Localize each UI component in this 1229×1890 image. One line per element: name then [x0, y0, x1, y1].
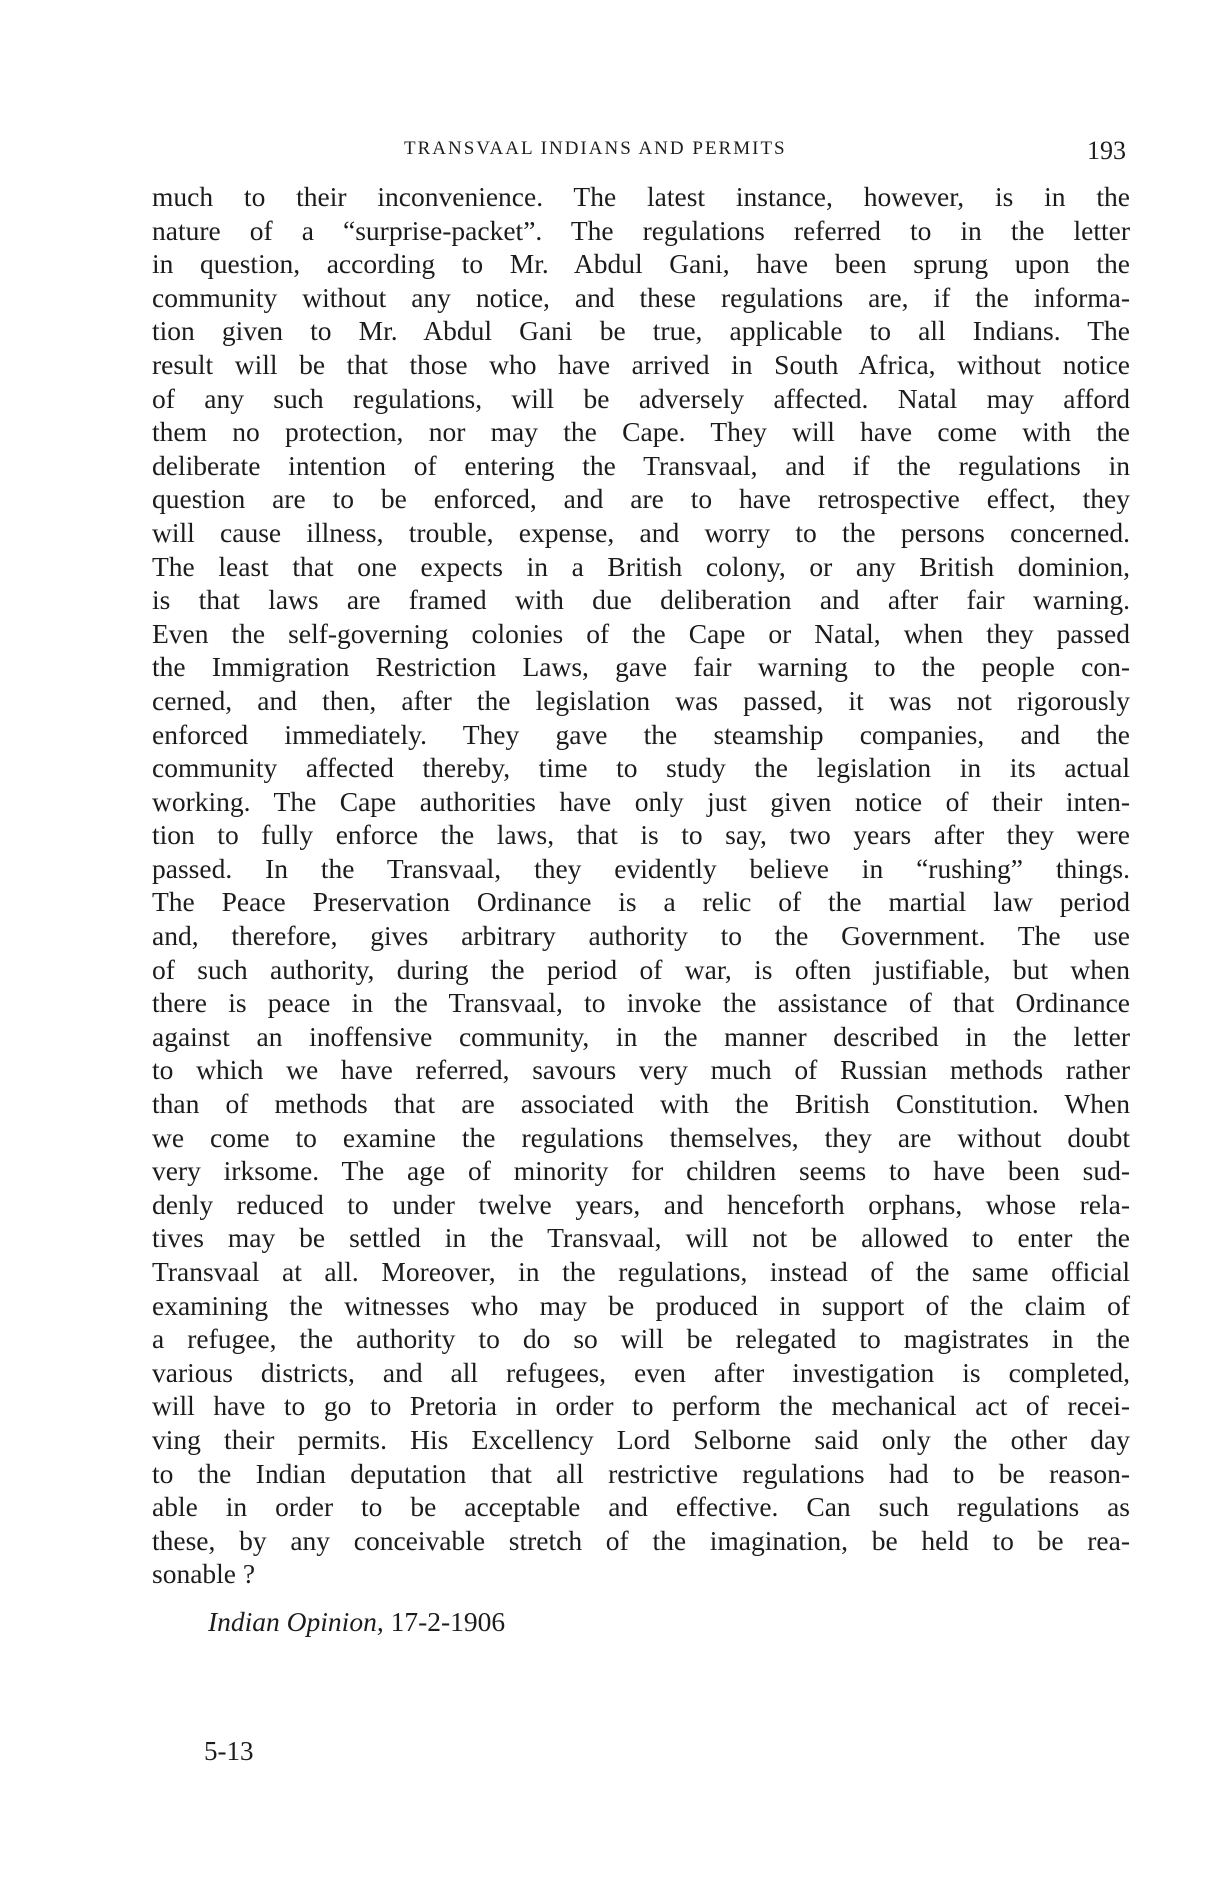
- running-title: TRANSVAAL INDIANS AND PERMITS: [404, 138, 787, 159]
- body-line: denly reduced to under twelve years, and henceforth orphans, whose rela-: [152, 1188, 1130, 1220]
- body-line: the Immigration Restriction Laws, gave fair warning to the people con-: [152, 651, 1130, 683]
- body-line: result will be that those who have arrived in South Africa, without notice: [152, 348, 1130, 380]
- body-line: deliberate intention of entering the Transvaal, and if the regulations in: [152, 449, 1130, 481]
- body-line: against an inoffensive community, in the manner described in the letter: [152, 1020, 1130, 1052]
- body-line: sonable ?: [152, 1558, 256, 1590]
- body-line: able in order to be acceptable and effective. Can such regulations as: [152, 1491, 1130, 1523]
- source-citation: [208, 1606, 505, 1638]
- body-line: Transvaal at all. Moreover, in the regulations, instead of the same official: [152, 1256, 1130, 1287]
- body-line: and, therefore, gives arbitrary authority to the Government. The use: [152, 920, 1130, 952]
- body-line: The least that one expects in a British colony, or any British dominion,: [152, 550, 1130, 582]
- printer-signature-mark: 5-13: [204, 1736, 254, 1766]
- body-line: there is peace in the Transvaal, to invoke the assistance of that Ordinance: [152, 987, 1130, 1019]
- body-line: passed. In the Transvaal, they evidently believe in “rushing” things.: [152, 852, 1130, 884]
- body-line: working. The Cape authorities have only just given notice of their inten-: [152, 785, 1130, 817]
- article-body: [152, 180, 1130, 1591]
- body-line: tion to fully enforce the laws, that is to say, two years after they were: [152, 819, 1130, 851]
- body-line: nature of a “surprise-packet”. The regulations referred to in the letter: [152, 214, 1130, 246]
- running-head: [150, 136, 1130, 170]
- body-line: in question, according to Mr. Abdul Gani, have been sprung upon the: [152, 248, 1130, 280]
- body-line: of any such regulations, will be adversely affected. Natal may afford: [152, 382, 1130, 414]
- body-line: of such authority, during the period of war, is often justifiable, but when: [152, 953, 1130, 985]
- body-line: we come to examine the regulations themselves, they are without doubt: [152, 1121, 1130, 1153]
- body-line: will have to go to Pretoria in order to perform the mechanical act of recei-: [152, 1390, 1130, 1422]
- body-line: these, by any conceivable stretch of the imagination, be held to be rea-: [152, 1524, 1130, 1556]
- body-line: Even the self-governing colonies of the Cape or Natal, when they passed: [152, 617, 1130, 649]
- source-date: 17-2-1906: [390, 1606, 506, 1637]
- body-line: The Peace Preservation Ordinance is a relic of the martial law period: [152, 886, 1130, 918]
- body-line: enforced immediately. They gave the steamship companies, and the: [152, 718, 1130, 750]
- body-line: ving their permits. His Excellency Lord Selborne said only the other day: [152, 1423, 1130, 1455]
- body-line: will cause illness, trouble, expense, and worry to the persons concerned.: [152, 516, 1130, 548]
- body-line: examining the witnesses who may be produced in support of the claim of: [152, 1289, 1130, 1321]
- body-line: cerned, and then, after the legislation was passed, it was not rigorously: [152, 684, 1130, 716]
- body-line: tives may be settled in the Transvaal, will not be allowed to enter the: [152, 1222, 1130, 1254]
- source-journal: Indian Opinion,: [208, 1606, 384, 1637]
- page-number: 193: [1087, 136, 1126, 165]
- body-line: community without any notice, and these regulations are, if the informa-: [152, 281, 1130, 313]
- body-line: than of methods that are associated with the British Constitution. When: [152, 1088, 1130, 1120]
- body-line: various districts, and all refugees, even after investigation is completed,: [152, 1356, 1130, 1388]
- body-line: community affected thereby, time to study the legislation in its actual: [152, 752, 1130, 784]
- body-line: question are to be enforced, and are to have retrospective effect, they: [152, 483, 1130, 515]
- body-line: very irksome. The age of minority for children seems to have been sud-: [152, 1155, 1130, 1187]
- body-line: them no protection, nor may the Cape. They will have come with the: [152, 416, 1130, 448]
- body-line: is that laws are framed with due deliberation and after fair warning.: [152, 584, 1130, 616]
- body-line: a refugee, the authority to do so will be relegated to magistrates in the: [152, 1323, 1130, 1355]
- body-line: much to their inconvenience. The latest instance, however, is in the: [152, 181, 1130, 212]
- body-line: to which we have referred, savours very much of Russian methods rather: [152, 1054, 1130, 1086]
- body-line: to the Indian deputation that all restrictive regulations had to be reason-: [152, 1457, 1130, 1489]
- body-line: tion given to Mr. Abdul Gani be true, applicable to all Indians. The: [152, 315, 1130, 347]
